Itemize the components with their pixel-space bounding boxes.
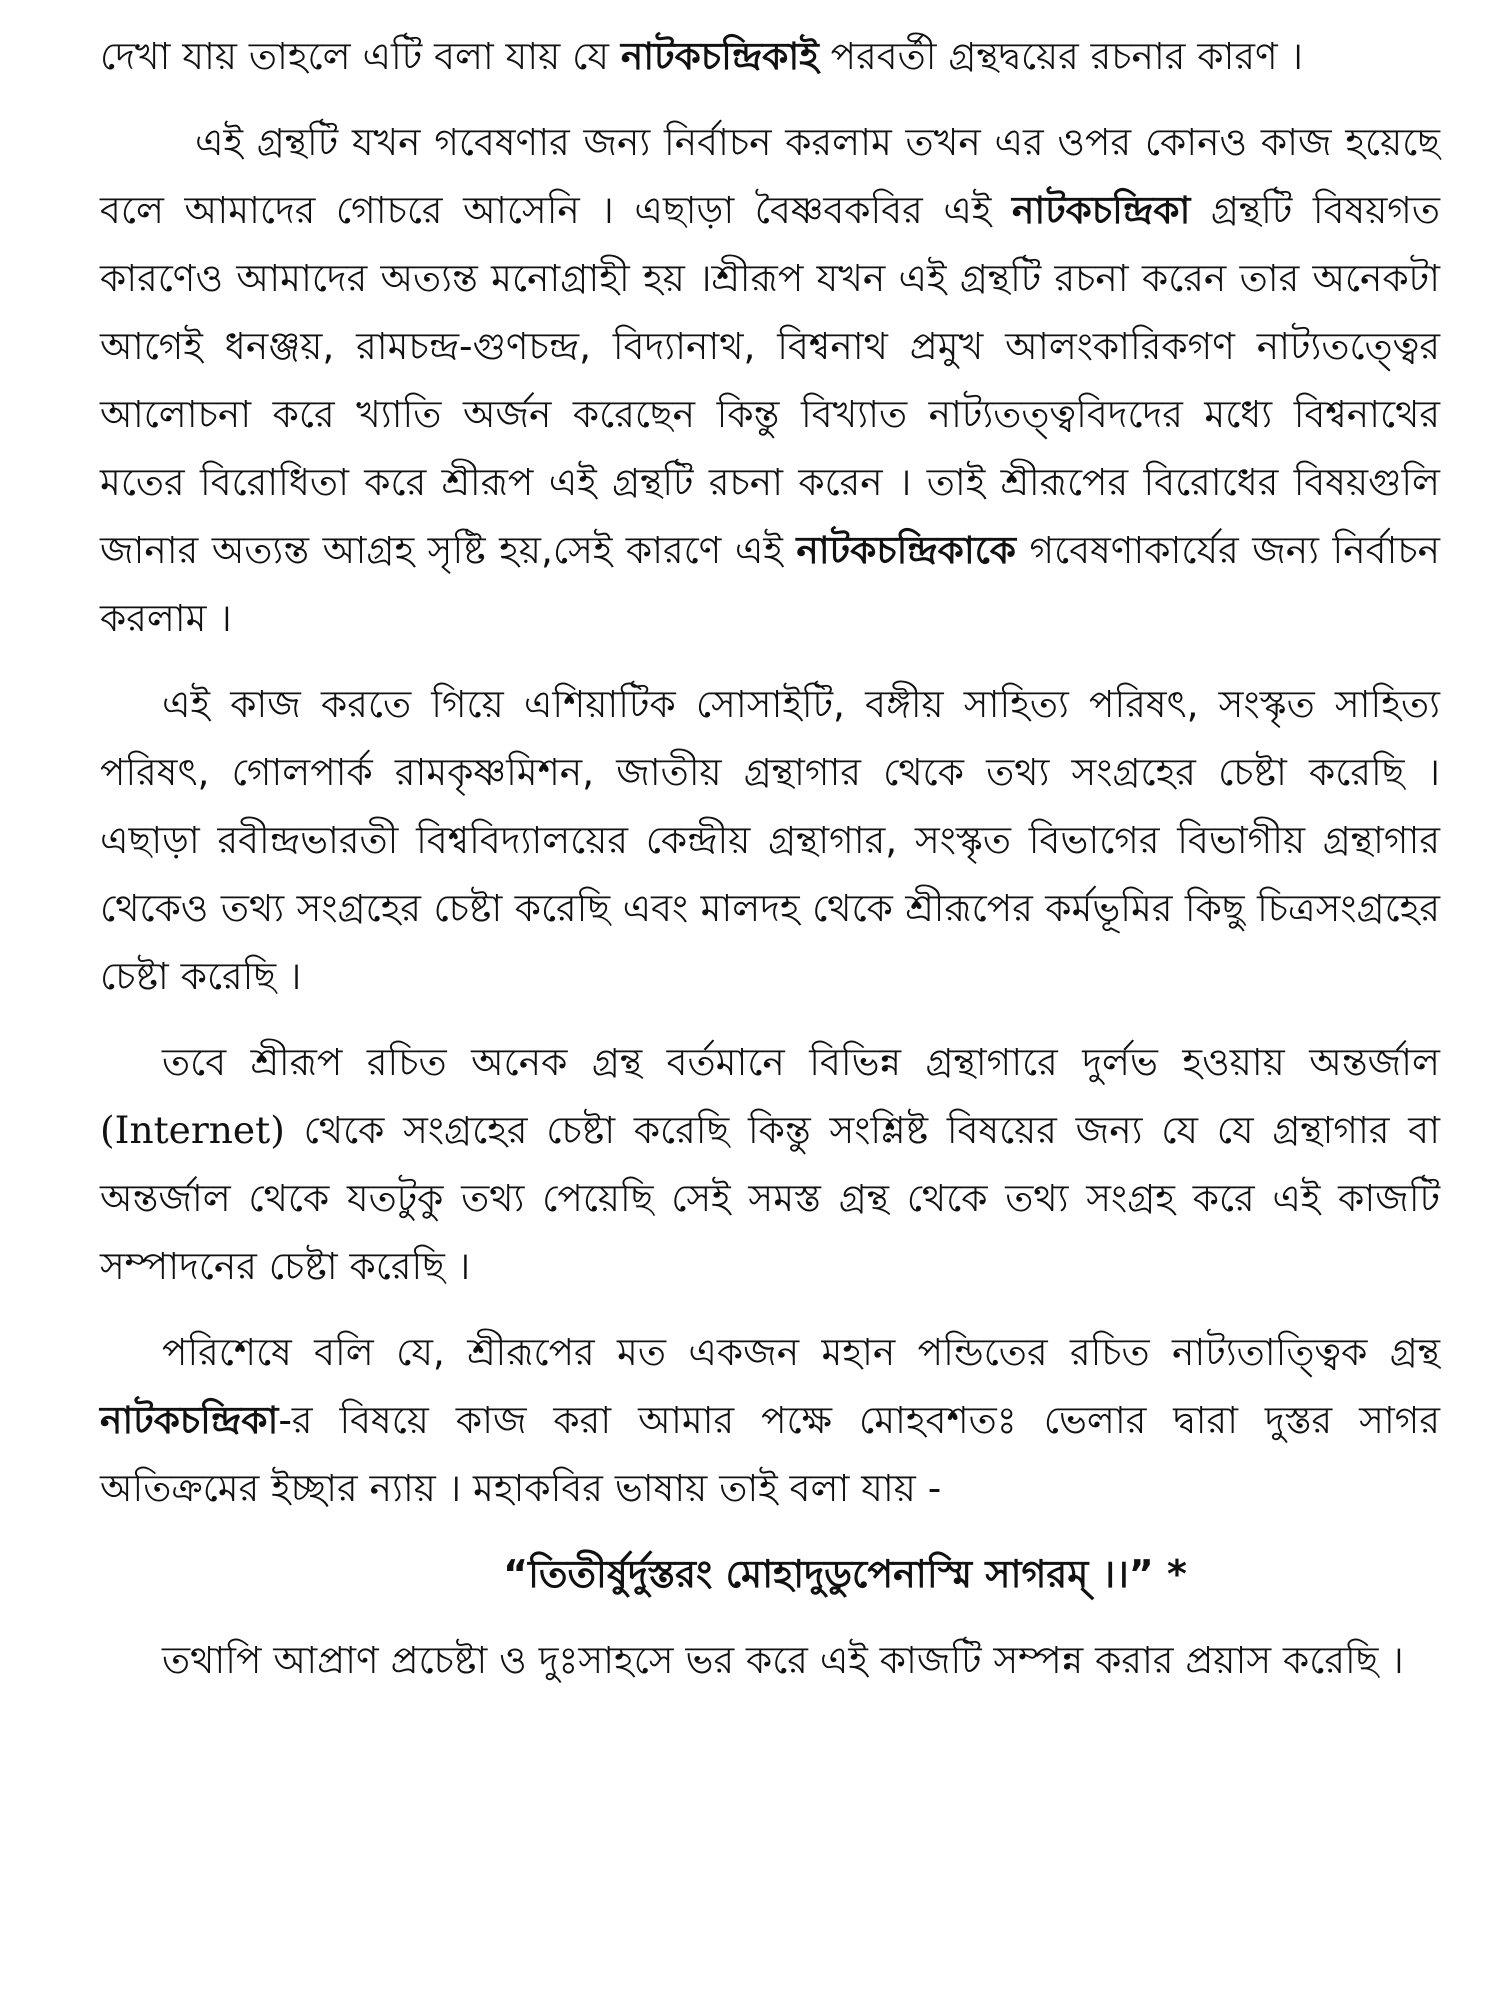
paragraph-text: তবে শ্রীরূপ রচিত অনেক গ্রন্থ বর্তমানে বিভিন্ন গ্রন্থাগারে দুর্লভ হওয়ায় অন্তর্জাল <box>162 1040 1440 1084</box>
paragraph-text: থেকে সংগ্রহের চেষ্টা করেছি কিন্তু সংশ্লিষ্ট বিষয়ের জন্য যে যে গ্রন্থাগার বা অন্তর্জাল থেকে যতটুকু তথ্য পেয়েছি সেই সমস্ত গ্রন্থ থেকে তথ্য সংগ্রহ করে এই কাজটি সম্পাদনের চেষ্টা করেছি । <box>100 1108 1440 1288</box>
paragraph-text: পরিশেষে বলি যে, শ্রীরূপের মত একজন মহান পন্ডিতের রচিত নাট্যতাত্ত্বিক গ্রন্থ <box>162 1330 1440 1374</box>
paragraph-conclusion <box>100 1318 1440 1522</box>
paragraph-closing: তথাপি আপ্রাণ প্রচেষ্টা ও দুঃসাহসে ভর করে এই কাজটি সম্পন্ন করার প্রয়াস করেছি । <box>162 1638 1404 1682</box>
paragraph-text: গ্রন্থটি বিষয়গত কারণেও আমাদের অত্যন্ত মনোগ্রাহী হয় ।শ্রীরূপ যখন এই গ্রন্থটি রচনা করেন তার অনেকটা আগেই ধনঞ্জয়, রামচন্দ্র-গুণচন্দ্র, বিদ্যানাথ, বিশ্বনাথ প্রমুখ আলংকারিকগণ নাট্যতত্ত্বের আলোচনা করে খ্যাতি অর্জন করেছেন কিন্তু বিখ্যাত নাট্যতত্ত্ববিদদের মধ্যে বিশ্বনাথের মতের বিরোধিতা করে শ্রীরূপ এই গ্রন্থটি রচনা করেন । তাই শ্রীরূপের বিরোধের বিষয়গুলি জানার অত্যন্ত আগ্রহ সৃষ্টি হয়,সেই কারণে এই <box>100 188 1440 572</box>
document-page <box>100 22 1440 1982</box>
book-title-bold: নাটকচন্দ্রিকা <box>100 1398 279 1442</box>
paragraph-text: দেখা যায় তাহলে এটি বলা যায় যে <box>100 34 621 78</box>
paragraph-text: গবেষণাকার্যের জন্য নির্বাচন করলাম । <box>100 528 1440 640</box>
paragraph-intro-continuation <box>100 22 1440 90</box>
sanskrit-quote: “তিতীর্ষুর্দুস্তরং মোহাদুডুপেনাস্মি সাগরম্ ।।” * <box>503 1552 1187 1596</box>
paragraph-text: -র বিষয়ে কাজ করা আমার পক্ষে মোহবশতঃ ভেলার দ্বারা দুস্তর সাগর অতিক্রমের ইচ্ছার ন্যায় । মহাকবির ভাষায় তাই বলা যায় - <box>100 1398 1440 1510</box>
paragraph-text: পরবর্তী গ্রন্থদ্বয়ের রচনার কারণ । <box>818 34 1304 78</box>
latin-term: (Internet) <box>100 1108 285 1152</box>
paragraph-research-choice <box>100 108 1440 652</box>
paragraph-internet <box>100 1028 1440 1300</box>
book-title-bold: নাটকচন্দ্রিকা <box>1011 188 1191 232</box>
book-title-bold: নাটকচন্দ্রিকাই <box>620 34 819 78</box>
paragraph-text: এই গ্রন্থটি যখন গবেষণার জন্য নির্বাচন করলাম তখন এর ওপর কোনও কাজ হয়েছে বলে আমাদের গোচরে আসেনি । এছাড়া বৈষ্ণবকবির এই <box>100 120 1440 232</box>
book-title-bold: নাটকচন্দ্রিকাকে <box>796 528 1017 572</box>
paragraph-sources: এই কাজ করতে গিয়ে এশিয়াটিক সোসাইটি, বঙ্গীয় সাহিত্য পরিষৎ, সংস্কৃত সাহিত্য পরিষৎ, গোলপার্ক রামকৃষ্ণমিশন, জাতীয় গ্রন্থাগার থেকে তথ্য সংগ্রহের চেষ্টা করেছি । এছাড়া রবীন্দ্রভারতী বিশ্ববিদ্যালয়ের কেন্দ্রীয় গ্রন্থাগার, সংস্কৃত বিভাগের বিভাগীয় গ্রন্থাগার থেকেও তথ্য সংগ্রহের চেষ্টা করেছি এবং মালদহ থেকে শ্রীরূপের কর্মভূমির কিছু চিত্রসংগ্রহের চেষ্টা করেছি । <box>100 682 1440 998</box>
